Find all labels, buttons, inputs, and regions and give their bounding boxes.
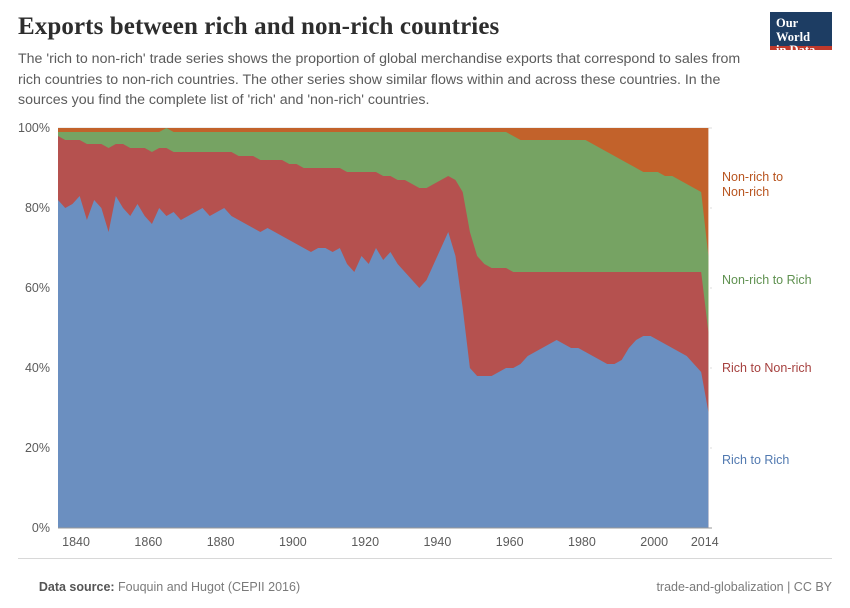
x-tick-label: 2000 — [640, 535, 669, 549]
x-tick-label: 1880 — [206, 535, 235, 549]
y-axis-tick-labels — [18, 121, 50, 535]
chart-footer — [18, 566, 832, 608]
data-source — [18, 566, 300, 608]
data-source-prefix: Data source: — [38, 580, 119, 594]
x-tick-label: 1960 — [495, 535, 524, 549]
y-tick-label: 0% — [31, 521, 50, 535]
y-tick-label: 100% — [18, 121, 50, 135]
stacked-area-chart[interactable] — [0, 120, 850, 549]
x-tick-label: 2014 — [690, 535, 719, 549]
series-label[interactable]: Rich to Rich — [722, 453, 790, 467]
y-tick-label: 60% — [24, 281, 50, 295]
series-label[interactable]: Non-rich — [722, 185, 770, 199]
x-tick-label: 1860 — [134, 535, 163, 549]
owid-logo[interactable] — [770, 12, 832, 57]
x-axis-tick-labels — [62, 535, 719, 549]
x-tick-label: 1940 — [423, 535, 452, 549]
chart-subtitle: The 'rich to non-rich' trade series shows the proportion of global merchandise exports that correspond to sales from rich countries to non-rich countries. The other series show similar flows within and across these countries. In the sources you find the complete list of 'rich' and 'non-rich' countries. — [18, 51, 741, 108]
footer-divider — [18, 558, 832, 559]
data-source-text: Fouquin and Hugot (CEPII 2016) — [118, 580, 301, 594]
footer-license[interactable]: trade-and-globalization | CC BY — [656, 580, 832, 594]
series-label[interactable]: Non-rich to Rich — [722, 273, 812, 287]
chart-header — [18, 12, 758, 111]
x-tick-label: 1900 — [278, 535, 307, 549]
chart-plot-area[interactable] — [0, 120, 850, 549]
y-tick-label: 20% — [24, 441, 50, 455]
area-series-group — [58, 128, 708, 528]
series-label[interactable]: Non-rich to — [722, 170, 784, 184]
series-labels-group — [722, 170, 812, 467]
series-label[interactable]: Rich to Non-rich — [722, 361, 812, 375]
logo-line-2: in Data — [776, 43, 816, 57]
x-tick-label: 1980 — [568, 535, 596, 549]
logo-line-1: Our World — [776, 16, 811, 44]
x-tick-label: 1920 — [351, 535, 380, 549]
y-tick-label: 80% — [24, 201, 50, 215]
x-tick-label: 1840 — [62, 535, 90, 549]
y-tick-label: 40% — [24, 361, 50, 375]
page-title: Exports between rich and non-rich countries — [18, 13, 500, 40]
